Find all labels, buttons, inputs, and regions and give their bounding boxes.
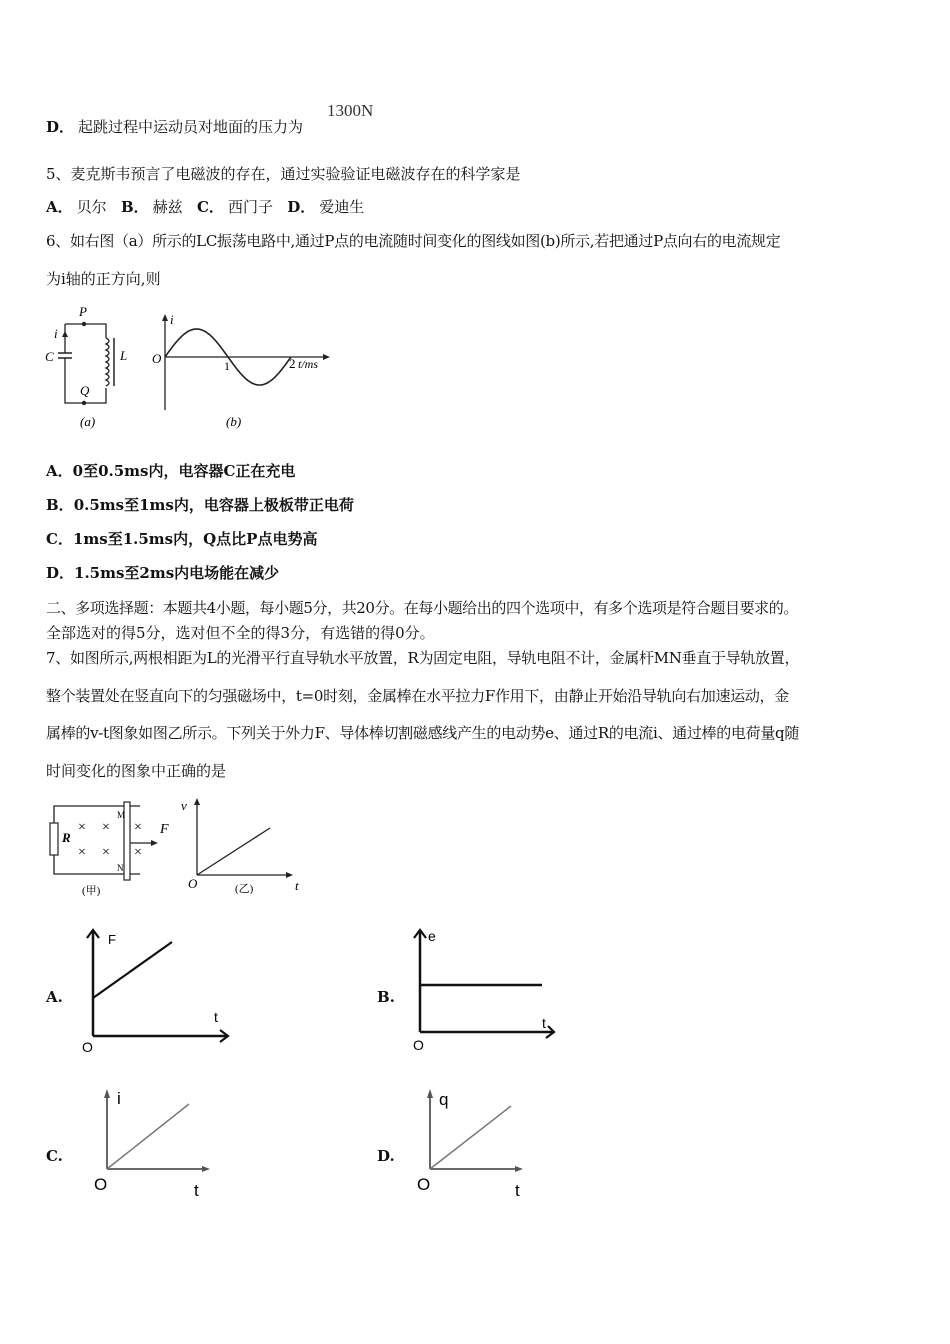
option-text: 起跳过程中运动员对地面的压力为 (78, 118, 304, 136)
caption-b: (b) (226, 414, 242, 429)
q7-option-a-label: A. (46, 988, 63, 1006)
q7-option-c-label: C. (46, 1147, 63, 1165)
option-c-label: C． (196, 198, 224, 216)
option-label: D． (46, 118, 75, 136)
label-f: F (160, 822, 169, 837)
x-axis-label: t (214, 1009, 218, 1025)
q6-stem-line2: 为i轴的正方向,则 (46, 270, 161, 288)
q6-option-a (46, 460, 295, 481)
force-value: 1300N (327, 101, 374, 120)
label-r: R (62, 830, 71, 845)
option-b-label: B． (120, 198, 149, 216)
q6-option-c (46, 528, 317, 549)
origin-label: O (188, 876, 198, 891)
q7-stem-line1: 7、如图所示,两根相距为L的光滑平行直导轨水平放置，R为固定电阻，导轨电阻不计，金属杆MN垂直于导轨放置， (46, 649, 800, 667)
y-axis-label: v (181, 798, 187, 813)
q5-options (46, 196, 364, 217)
q7-option-b-label: B. (377, 988, 395, 1006)
label-l: L (120, 348, 128, 363)
q7-stem-line4: 时间变化的图象中正确的是 (46, 762, 227, 780)
section2-instructions-line2: 全部选对的得5分，选对但不全的得3分，有选错的得0分。 (46, 624, 435, 642)
rail-circuit-figure (44, 798, 184, 903)
caption-jia: (甲) (82, 885, 101, 897)
q6-option-d (46, 562, 279, 583)
q7-option-b-graph (408, 924, 568, 1054)
label-c: C (45, 349, 54, 364)
current-time-graph (146, 310, 346, 440)
option-label: A． (46, 462, 73, 480)
y-axis-label: i (117, 1089, 121, 1108)
x-axis-label: t (295, 878, 299, 893)
label-m: M (117, 810, 126, 820)
option-text: 0至0.5ms内，电容器C正在充电 (72, 462, 296, 480)
field-cross: × (134, 820, 142, 835)
option-label: C． (46, 530, 73, 548)
vt-graph-figure (181, 790, 310, 900)
q7-option-c-graph (92, 1084, 222, 1199)
y-axis-label: e (428, 928, 436, 944)
tick-1: 1 (224, 359, 230, 373)
caption-a: (a) (80, 414, 96, 429)
x-axis-label: t (515, 1181, 520, 1200)
x-axis-label: t (542, 1015, 546, 1031)
origin-label: O (94, 1175, 108, 1194)
option-b-text: 赫兹 (152, 198, 183, 216)
field-cross: × (78, 820, 86, 835)
label-i: i (54, 326, 58, 341)
label-p: P (79, 304, 87, 319)
label-n: N (117, 863, 124, 873)
option-text: 0.5ms至1ms内，电容器上极板带正电荷 (73, 496, 354, 514)
x-axis-label: t/ms (298, 357, 319, 371)
option-a-label: A． (46, 198, 73, 216)
q7-stem-line3: 属棒的v-t图象如图乙所示。下列关于外力F、导体棒切割磁感线产生的电动势e、通过R的电流i、通过棒的电荷量q随 (46, 724, 800, 742)
option-label: D． (46, 564, 75, 582)
option-a-text: 贝尔 (76, 198, 107, 216)
option-text: 1ms至1.5ms内，Q点比P点电势高 (72, 530, 318, 548)
section2-instructions-line1: 二、多项选择题：本题共4小题，每小题5分，共20分。在每小题给出的四个选项中，有多个选项是符合题目要求的。 (46, 599, 798, 617)
label-q: Q (80, 383, 90, 398)
lc-circuit-figure (42, 298, 142, 438)
field-cross: × (102, 845, 110, 860)
q7-option-a-graph (80, 924, 240, 1054)
field-cross: × (102, 820, 110, 835)
q7-option-d-label: D. (377, 1147, 395, 1165)
origin-label: O (82, 1039, 93, 1055)
origin-label: O (417, 1175, 431, 1194)
q7-stem-line2: 整个装置处在竖直向下的匀强磁场中，t=0时刻，金属棒在水平拉力F作用下，由静止开始沿导轨向右加速运动，金 (46, 687, 789, 705)
q6-option-b (46, 494, 354, 515)
y-axis-label: q (439, 1090, 449, 1109)
q5-stem: 5、麦克斯韦预言了电磁波的存在，通过实验验证电磁波存在的科学家是 (46, 165, 521, 183)
field-cross: × (78, 845, 86, 860)
option-c-text: 西门子 (227, 198, 273, 216)
option-d-label: D． (287, 198, 316, 216)
y-axis-label: F (108, 932, 116, 947)
caption-yi: (乙) (235, 883, 254, 895)
q4-option-d (46, 116, 303, 137)
option-text: 1.5ms至2ms内电场能在减少 (74, 564, 280, 582)
q7-option-d-graph (415, 1084, 545, 1199)
origin-label: O (152, 351, 162, 366)
origin-label: O (413, 1037, 424, 1053)
q6-stem-line1: 6、如右图（a）所示的LC振荡电路中,通过P点的电流随时间变化的图线如图(b)所示,若把通过P点向右的电流规定 (46, 232, 781, 250)
x-axis-label: t (194, 1181, 199, 1200)
option-label: B． (46, 496, 74, 514)
option-d-text: 爱迪生 (319, 198, 365, 216)
field-cross: × (134, 845, 142, 860)
y-axis-label: i (170, 312, 174, 327)
tick-2: 2 (289, 356, 296, 371)
